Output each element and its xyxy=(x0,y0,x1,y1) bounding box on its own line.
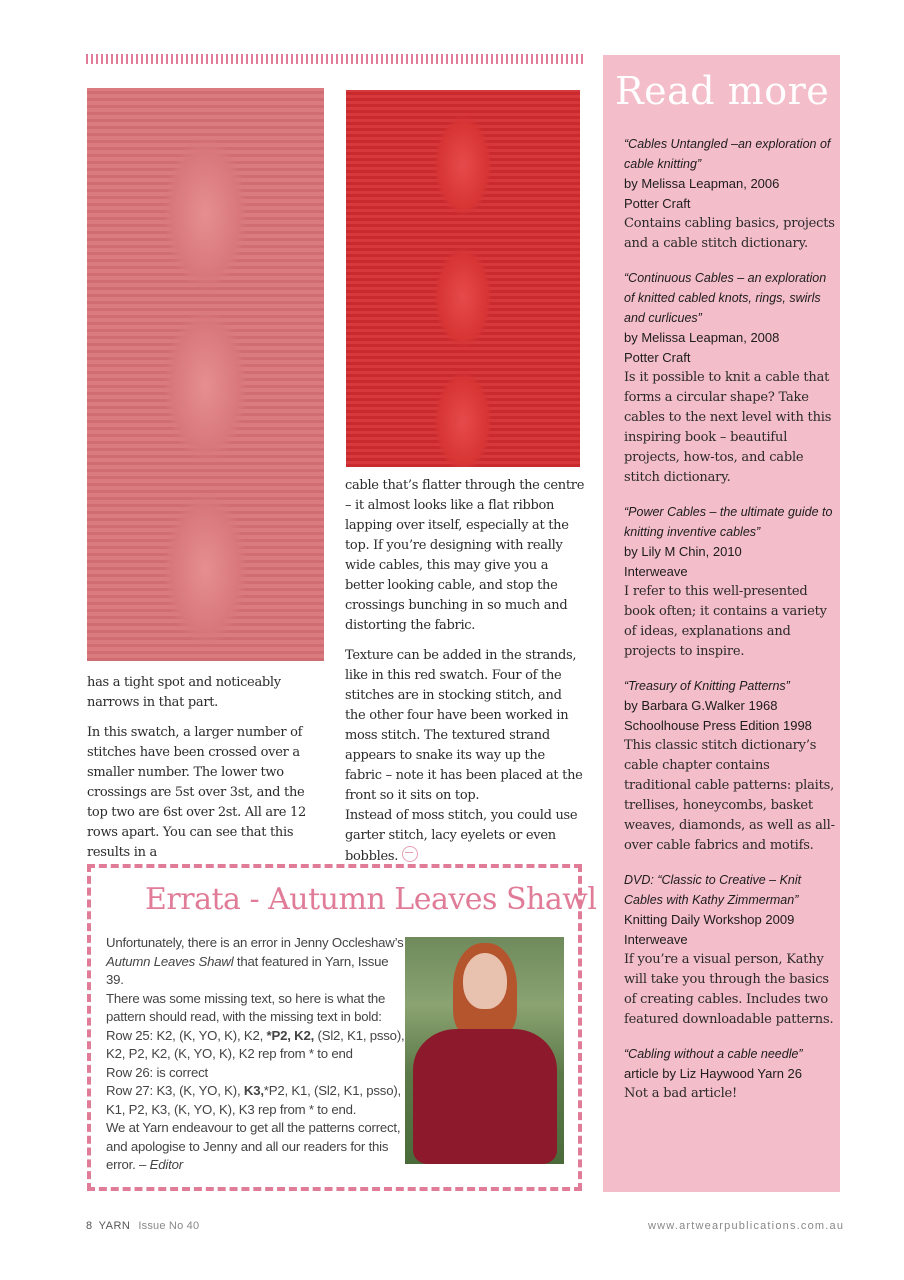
reading-item xyxy=(624,1044,839,1104)
errata-row-26: Row 26: is correct xyxy=(106,1064,208,1080)
book-author: article by Liz Haywood Yarn 26 xyxy=(624,1066,803,1081)
errata-pattern-name: Autumn Leaves Shawl xyxy=(106,953,234,969)
reading-item xyxy=(624,502,839,662)
book-publisher: Potter Craft xyxy=(624,350,691,365)
errata-line-2: There was some missing text, so here is what the pattern should read, with the missing text in bold: xyxy=(106,990,386,1024)
book-title: “Treasury of Knitting Patterns” xyxy=(624,679,790,693)
book-publisher: Interweave xyxy=(624,564,688,579)
row27-a: Row 27: K3, (K, YO, K), xyxy=(106,1083,244,1098)
magazine-name: YARN xyxy=(98,1220,131,1232)
book-title: “Cabling without a cable needle” xyxy=(624,1047,803,1061)
col2-paragraph-3-text: Instead of moss stitch, you could use garter stitch, lacy eyelets or even bobbles. xyxy=(345,808,578,864)
yarn-ball-icon xyxy=(402,846,418,862)
errata-intro-a: Unfortunately, there is an error in Jenny Occleshaw’s xyxy=(106,935,404,950)
book-description: If you’re a visual person, Kathy will take you through the basics of creating cables. Includes two featured downloadable patterns. xyxy=(624,952,834,1027)
book-description: Contains cabling basics, projects and a cable stitch dictionary. xyxy=(624,216,835,251)
errata-title: Errata - Autumn Leaves Shawl xyxy=(145,882,597,917)
model-face xyxy=(463,953,507,1009)
row25-b: (Sl2, K1, psso), K2, P2, K2, (K, YO, K), K2 rep from * to end xyxy=(106,1027,405,1061)
book-author: by Melissa Leapman, 2008 xyxy=(624,330,780,345)
book-title: DVD: “Classic to Creative – Knit Cables with Kathy Zimmerman” xyxy=(624,873,802,907)
website-url: www.artwearpublications.com.au xyxy=(648,1220,845,1232)
reading-item xyxy=(624,134,839,254)
reading-item xyxy=(624,268,839,488)
reading-item xyxy=(624,676,839,856)
article-column-1 xyxy=(87,673,327,863)
book-author: by Lily M Chin, 2010 xyxy=(624,544,742,559)
top-dotted-rule xyxy=(86,54,583,64)
book-publisher: Potter Craft xyxy=(624,196,691,211)
red-cable-swatch-photo xyxy=(346,90,580,467)
errata-intro-b: that featured in Yarn, Issue 39. xyxy=(106,953,389,987)
row25-a: Row 25: K2, (K, YO, K), K2, xyxy=(106,1027,267,1043)
book-publisher: Schoolhouse Press Edition 1998 xyxy=(624,718,812,733)
errata-intro xyxy=(106,934,406,990)
book-description: Not a bad article! xyxy=(624,1086,738,1101)
book-description: This classic stitch dictionary’s cable chapter contains traditional cable patterns: plaits, trellises, honeycombs, basket weaves, diamonds, as well as all-over cable fabrics and motifs. xyxy=(624,738,835,853)
book-author: by Barbara G.Walker 1968 xyxy=(624,698,778,713)
book-description: Is it possible to knit a cable that forms a circular shape? Take cables to the next level with this inspiring book – beautiful projects, how-tos, and cable stitch dictionary. xyxy=(624,370,832,485)
closing-a: We at Yarn endeavour to get all the patterns correct, and apologise to Jenny and all our readers for this error. – xyxy=(106,1120,401,1172)
issue-number: Issue No 40 xyxy=(138,1220,200,1232)
row27-b: *P2, K1, (Sl2, K1, psso), K1, P2, K3, (K, YO, K), K3 rep from * to end. xyxy=(106,1083,401,1117)
reading-item xyxy=(624,870,839,1030)
book-author: Knitting Daily Workshop 2009 xyxy=(624,912,795,927)
book-description: I refer to this well-presented book often; it contains a variety of ideas, explanations and projects to inspire. xyxy=(624,584,827,659)
row25-bold: *P2, K2, xyxy=(266,1027,315,1043)
col2-paragraph-2: Texture can be added in the strands, like in this red swatch. Four of the stitches are in stocking stitch, and the other four have been worked in moss stitch. The textured strand appears to snake its way up the fabric – note it has been placed at the front so it sits on top. xyxy=(345,648,583,803)
sidebar-title: Read more xyxy=(615,69,830,113)
pink-cable-swatch-photo xyxy=(87,88,324,661)
col2-paragraph-3 xyxy=(345,806,585,867)
article-column-2 xyxy=(345,476,585,867)
shawl-model-photo xyxy=(405,937,564,1164)
book-title: “Power Cables – the ultimate guide to knitting inventive cables” xyxy=(624,505,833,539)
errata-closing xyxy=(106,1119,406,1175)
book-title: “Cables Untangled –an exploration of cable knitting” xyxy=(624,137,831,171)
book-publisher: Interweave xyxy=(624,932,688,947)
footer-left xyxy=(86,1220,199,1232)
col1-paragraph-2: In this swatch, a larger number of stitches have been crossed over a smaller number. The lower two crossings are 5st over 3st, and the top two are 6st over 2st. All are 12 rows apart. You can see that this results in a xyxy=(87,725,306,860)
col2-paragraph-1: cable that’s flatter through the centre – it almost looks like a flat ribbon lapping over itself, especially at the top. If you’re designing with really wide cables, this may give you a better looking cable, and stop the crossings bunching in so much and distorting the fabric. xyxy=(345,478,585,633)
errata-row-27 xyxy=(106,1082,406,1119)
book-title: “Continuous Cables – an exploration of knitted cabled knots, rings, swirls and curlicues” xyxy=(624,271,827,325)
page-number: 8 xyxy=(86,1220,93,1232)
reading-list xyxy=(624,134,839,1118)
errata-row-25 xyxy=(106,1027,406,1064)
read-more-sidebar xyxy=(603,55,840,1192)
errata-box xyxy=(87,864,597,1191)
closing-editor: Editor xyxy=(149,1157,183,1172)
row27-bold: K3, xyxy=(243,1083,264,1098)
col1-paragraph-1: has a tight spot and noticeably narrows in that part. xyxy=(87,675,281,710)
book-author: by Melissa Leapman, 2006 xyxy=(624,176,780,191)
errata-text xyxy=(106,934,406,1175)
red-shawl xyxy=(413,1029,557,1164)
